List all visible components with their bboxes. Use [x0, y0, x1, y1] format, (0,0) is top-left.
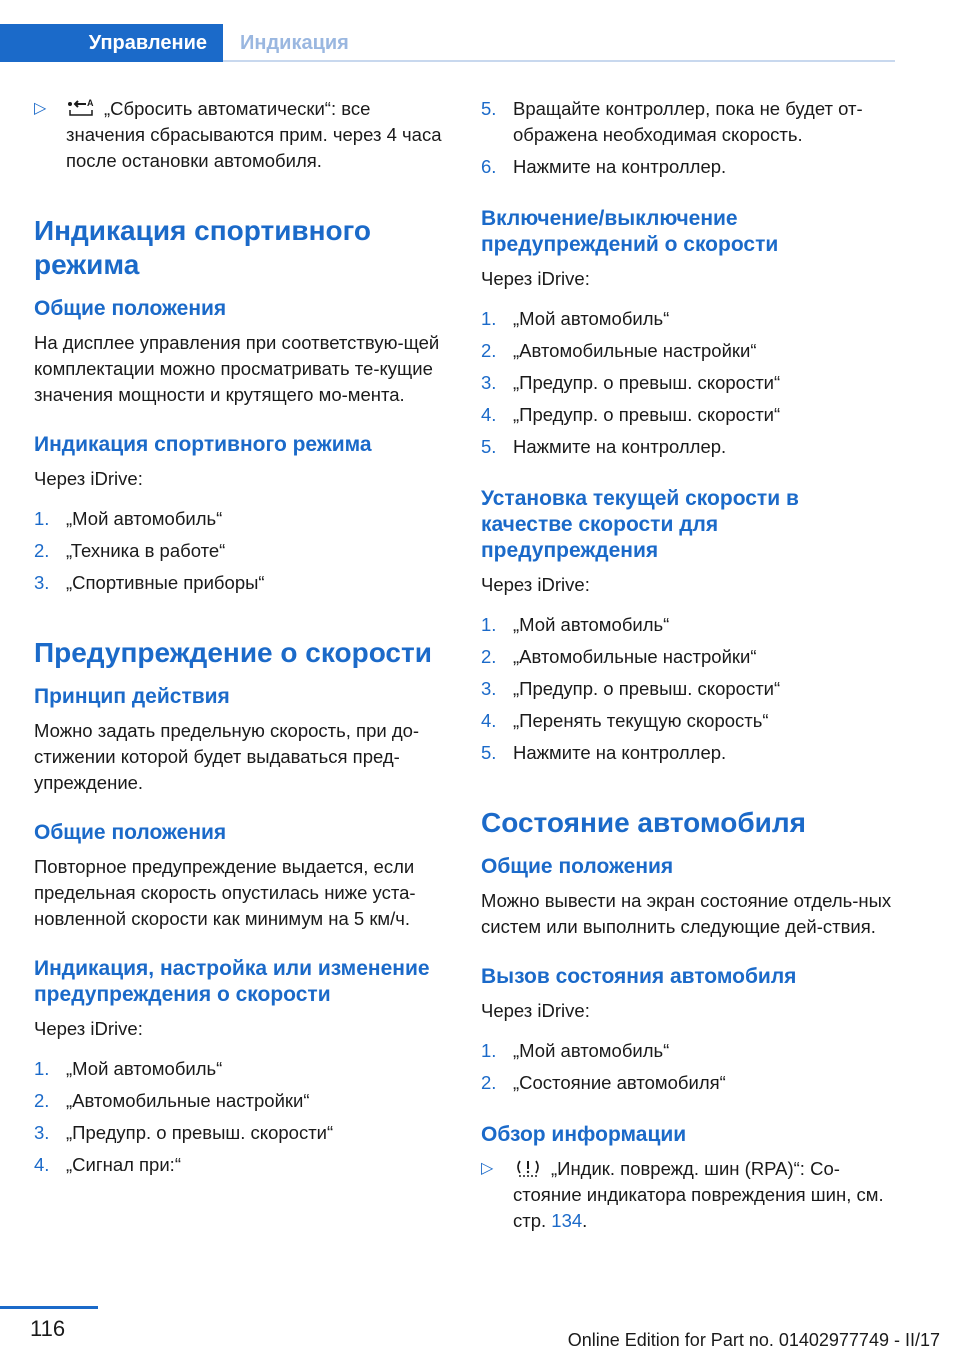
heading-sport-mode: Индикация спортивного режима	[34, 215, 372, 280]
tab-control[interactable]: Управление	[0, 24, 223, 62]
list-item: 1. „Мой автомобиль“	[481, 614, 670, 635]
heading-general-2: Общие положения	[34, 821, 227, 844]
header-divider	[223, 60, 895, 62]
list-item: 5. Нажмите на контроллер.	[481, 436, 727, 457]
paragraph-general-1: На дисплее управления при соответствую-щей комплектации можно просматривать те-кущие значения мощности и крутящего мо-мента.	[34, 332, 440, 405]
bullet-triangle-icon: ▷	[481, 1160, 494, 1177]
via-idrive-2: Через iDrive:	[34, 1018, 143, 1039]
steps-list-5	[481, 1038, 893, 1096]
heading-current-speed: Установка текущей скорости в качестве скорости для предупреждения	[481, 487, 799, 562]
heading-speed-warning: Предупреждение о скорости	[34, 637, 432, 668]
heading-general-3: Общие положения	[481, 855, 674, 878]
heading-general-1: Общие положения	[34, 297, 227, 320]
page-number: 116	[30, 1316, 66, 1341]
heading-overview: Обзор информации	[481, 1123, 687, 1146]
list-item: 4. „Предупр. о превыш. скорости“	[481, 404, 781, 425]
list-item: 5. Вращайте контроллер, пока не будет от-ображена необходимая скорость.	[481, 98, 863, 145]
reset-bullet	[34, 96, 454, 174]
steps-list-2	[34, 1056, 454, 1178]
heading-vehicle-status: Состояние автомобиля	[481, 807, 806, 838]
paragraph-general-2: Повторное предупреждение выдается, если предельная скорость опустилась ниже уста-новленной скорости как минимум на 5 км/ч.	[34, 856, 416, 929]
rpa-bullet-text: „Индик. поврежд. шин (RPA)“: Со-стояние индикатора повреждения шин, см. стр.	[513, 1158, 884, 1231]
via-idrive-4: Через iDrive:	[481, 574, 590, 595]
steps-list-1	[34, 506, 454, 596]
auto-reset-icon	[66, 98, 96, 118]
reset-bullet-text: „Сбросить автоматически“: все значения сбрасываются прим. через 4 часа после остановки автомобиля.	[66, 98, 442, 171]
list-item: 3. „Спортивные приборы“	[34, 572, 265, 593]
tire-warning-icon	[513, 1158, 543, 1178]
footer-divider	[0, 1306, 98, 1309]
via-idrive-1: Через iDrive:	[34, 468, 143, 489]
paragraph-principle: Можно задать предельную скорость, при до-стижении которой будет выдаваться пред-упреждение.	[34, 720, 420, 793]
heading-display-setting: Индикация, настройка или изменение предупреждения о скорости	[34, 957, 430, 1006]
left-column	[34, 96, 454, 1204]
right-column	[481, 96, 893, 1260]
svg-text:A: A	[87, 98, 94, 108]
steps-list-continued	[481, 96, 893, 180]
list-item: 4. „Сигнал при:“	[34, 1154, 181, 1175]
via-idrive-5: Через iDrive:	[481, 1000, 590, 1021]
heading-onoff-warning: Включение/выключение предупреждений о скорости	[481, 207, 779, 256]
heading-sport-display: Индикация спортивного режима	[34, 433, 372, 456]
list-item: 1. „Мой автомобиль“	[481, 308, 670, 329]
list-item: 3. „Предупр. о превыш. скорости“	[34, 1122, 334, 1143]
via-idrive-3: Через iDrive:	[481, 268, 590, 289]
list-item: 3. „Предупр. о превыш. скорости“	[481, 372, 781, 393]
bullet-triangle-icon: ▷	[34, 100, 47, 117]
list-item: 2. „Автомобильные настройки“	[481, 646, 757, 667]
steps-list-4	[481, 612, 893, 766]
list-item: 2. „Автомобильные настройки“	[481, 340, 757, 361]
header	[0, 24, 895, 62]
edition-text: Online Edition for Part no. 01402977749 - II/17	[567, 1330, 940, 1350]
steps-list-3	[481, 306, 893, 460]
list-item: 1. „Мой автомобиль“	[34, 508, 223, 529]
list-item: 1. „Мой автомобиль“	[34, 1058, 223, 1079]
list-item: 2. „Состояние автомобиля“	[481, 1072, 726, 1093]
list-item: 5. Нажмите на контроллер.	[481, 742, 727, 763]
list-item: 3. „Предупр. о превыш. скорости“	[481, 678, 781, 699]
list-item: 4. „Перенять текущую скорость“	[481, 710, 769, 731]
list-item: 2. „Автомобильные настройки“	[34, 1090, 310, 1111]
list-item: 6. Нажмите на контроллер.	[481, 156, 727, 177]
list-item: 2. „Техника в работе“	[34, 540, 226, 561]
heading-call-status: Вызов состояния автомобиля	[481, 965, 797, 988]
rpa-bullet: ▷ „Индик. поврежд. шин (RPA)“: Со-стояние индикатора повреждения шин, см. стр. 134.	[481, 1156, 893, 1234]
list-item: 1. „Мой автомобиль“	[481, 1040, 670, 1061]
tab-display[interactable]: Индикация	[240, 31, 349, 54]
heading-principle: Принцип действия	[34, 685, 230, 708]
paragraph-general-3: Можно вывести на экран состояние отдель-ных систем или выполнить следующие дей-ствия.	[481, 890, 892, 937]
page-link-134[interactable]: 134	[551, 1210, 583, 1231]
